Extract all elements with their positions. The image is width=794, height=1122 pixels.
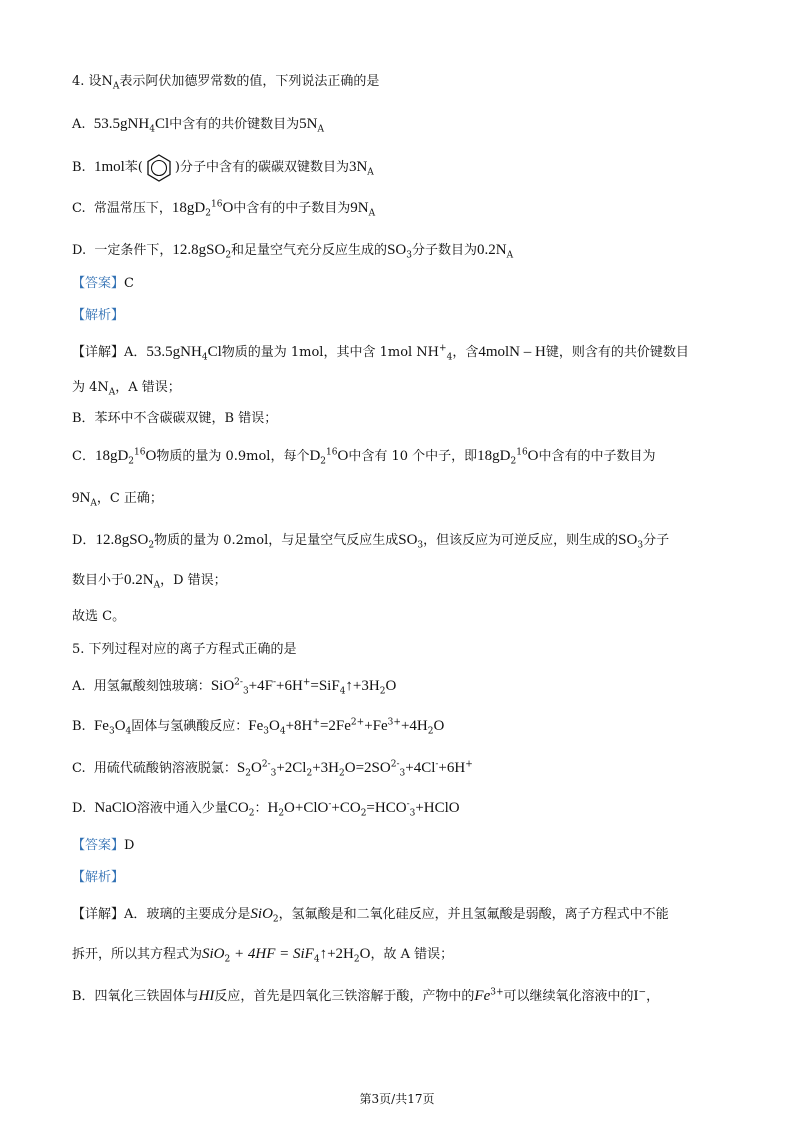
q4-detail-line-8: 故选 C。 (72, 609, 126, 624)
q4-option-a: A. 53.5gNH$_4$Cl中含有的共价键数目为$5N_A$ (72, 116, 324, 135)
q5-option-d: D. NaClO溶液中通入少量$CO_2$：$H_2O+ClO^-+CO_2=HCO^-_3+HClO$ (72, 799, 460, 819)
answer-tag: 【答案】 (72, 838, 125, 853)
benzene-ring-icon (144, 153, 174, 183)
q5-detail-line-1: 【详解】A．玻璃的主要成分是SiO$_2$，氢氟酸是和二氧化硅反应，并且氢氟酸是弱酸，离子方程式中不能 (72, 906, 669, 925)
q4-option-b: B. 1mol苯( )分子中含有的碳碳双键数目为$3N_A$ (72, 152, 374, 183)
q4-detail-line-5: $9N_A$，C 正确； (72, 490, 163, 509)
q5-stem: 5. 下列过程对应的离子方程式正确的是 (72, 642, 297, 657)
q4-stem: 4. 设$N_A$表示阿伏加德罗常数的值，下列说法正确的是 (72, 74, 380, 92)
q4-analysis-tag: 【解析】 (72, 308, 125, 323)
q4-option-d: D. 一定条件下，12.8gSO$_2$和足量空气充分反应生成的$SO_3$分子数目为$0.2N_A$ (72, 242, 514, 261)
q4-detail-line-2: 为 $4N_A$，A 错误； (72, 380, 181, 398)
q4-option-c: C. 常温常压下，$18gD_2^{16}O$中含有的中子数目为$9N_A$ (72, 199, 376, 219)
q5-analysis-tag: 【解析】 (72, 870, 125, 885)
page-footer: 第3页/共17页 (359, 1092, 435, 1106)
q4-detail-line-3: B．苯环中不含碳碳双键，B 错误； (72, 411, 278, 426)
q4-detail-line-1: 【详解】A．53.5gNH$_4$Cl物质的量为 1mol，其中含 1mol $NH^+_4$，含4molN – H键，则含有的共价键数目 (72, 343, 689, 363)
q5-option-c: C. 用硫代硫酸钠溶液脱氯：$S_2O^{2-}_3+2Cl_2+3H_2O=2SO^{2-}_3+4Cl^-+6H^+$ (72, 759, 473, 779)
q5-answer: 【答案】D (72, 838, 135, 853)
q5-detail-line-2: 拆开，所以其方程式为$SiO_2 + 4HF = SiF_4↑+2H_2O$，故 A 错误； (72, 946, 454, 965)
answer-tag: 【答案】 (72, 276, 125, 291)
q4-answer: 【答案】C (72, 276, 134, 291)
q5-option-b: B. $Fe_3O_4$固体与氢碘酸反应：$Fe_3O_4+8H^+=2Fe^{2+}+Fe^{3+}+4H_2O$ (72, 717, 445, 737)
q5-detail-line-3: B．四氧化三铁固体与HI反应，首先是四氧化三铁溶解于酸，产物中的$Fe^{3+}$可以继续氧化溶液中的I−， (72, 987, 660, 1004)
q4-detail-line-6: D．12.8gSO$_2$物质的量为 0.2mol，与足量空气反应生成$SO_3$，但该反应为可逆反应，则生成的$SO_3$分子 (72, 532, 670, 551)
q4-detail-line-4: C．$18gD_2^{16}O$物质的量为 0.9mol，每个$D_2^{16}O$中含有 10 个中子，即$18gD_2^{16}O$中含有的中子数目为 (72, 447, 656, 467)
q4-detail-line-7: 数目小于$0.2N_A$，D 错误； (72, 572, 227, 591)
q5-option-a: A. 用氢氟酸刻蚀玻璃：$SiO^{2-}_3+4F^-+6H^+=SiF_4↑+3H_2O$ (72, 677, 397, 697)
